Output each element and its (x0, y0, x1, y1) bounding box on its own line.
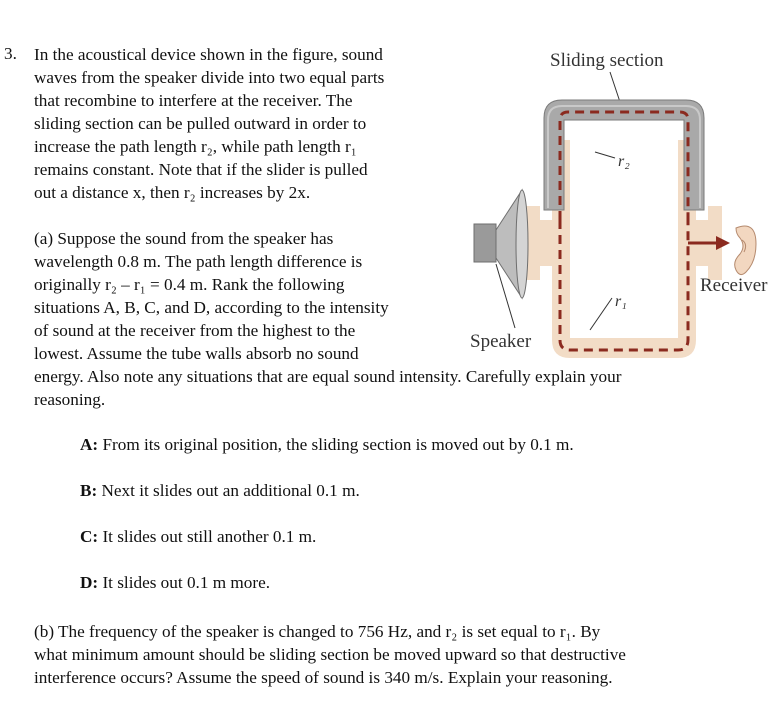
intro-line-5: increase the path length r₂, while path length r₁ (34, 137, 357, 156)
part-a-line-4: situations A, B, C, and D, according to the intensity (34, 298, 389, 317)
intro-line-7: out a distance x, then r₂ increases by 2x. (34, 183, 311, 202)
part-a-line-7: energy. Also note any situations that are equal sound intensity. Carefully explain your (34, 367, 622, 386)
part-a-line-5: of sound at the receiver from the highest to the (34, 321, 356, 340)
label-sliding-section: Sliding section (550, 50, 664, 71)
option-b (80, 481, 360, 501)
option-a (80, 435, 574, 455)
part-b-line-1: (b) The frequency of the speaker is changed to 756 Hz, and r₂ is set equal to r₁. By (34, 622, 601, 641)
question-number: 3. (4, 44, 17, 63)
option-a-text: From its original position, the sliding section is moved out by 0.1 m. (98, 435, 574, 454)
part-b-line-3: interference occurs? Assume the speed of sound is 340 m/s. Explain your reasoning. (34, 668, 613, 687)
intro-line-6: remains constant. Note that if the slider is pulled (34, 160, 368, 179)
label-speaker: Speaker (470, 331, 532, 352)
part-a-line-3: originally r₂ – r₁ = 0.4 m. Rank the following (34, 275, 345, 294)
option-c (80, 527, 316, 547)
option-c-letter: C: (80, 527, 99, 546)
option-b-letter: B: (80, 481, 98, 500)
part-a-line-2: wavelength 0.8 m. The path length difference is (34, 252, 363, 271)
part-a-line-8: reasoning. (34, 390, 106, 409)
intro-line-4: sliding section can be pulled outward in order to (34, 114, 367, 133)
part-a-line-1: (a) Suppose the sound from the speaker has (34, 229, 334, 248)
label-r1: r₁ (615, 293, 627, 310)
option-b-text: Next it slides out an additional 0.1 m. (97, 481, 360, 500)
intro-line-3: that recombine to interfere at the receiver. The (34, 91, 353, 110)
option-d-text: It slides out 0.1 m more. (98, 573, 270, 592)
intro-line-2: waves from the speaker divide into two equal parts (34, 68, 385, 87)
sound-path-dashed (560, 112, 688, 350)
acoustic-interferometer-figure (460, 40, 777, 370)
label-receiver: Receiver (700, 275, 768, 296)
intro-line-1: In the acoustical device shown in the figure, sound (34, 45, 383, 64)
option-c-text: It slides out still another 0.1 m. (98, 527, 317, 546)
part-a-line-6: lowest. Assume the tube walls absorb no sound (34, 344, 359, 363)
option-d-letter: D: (80, 573, 99, 592)
part-b-line-2: what minimum amount should be sliding section be moved upward so that destructive (34, 645, 626, 664)
r1-leader-line (590, 298, 612, 330)
ear-icon (735, 226, 756, 275)
r2-leader-line (595, 152, 615, 158)
option-d (80, 573, 270, 593)
option-a-letter: A: (80, 435, 99, 454)
label-r2: r₂ (618, 153, 630, 170)
